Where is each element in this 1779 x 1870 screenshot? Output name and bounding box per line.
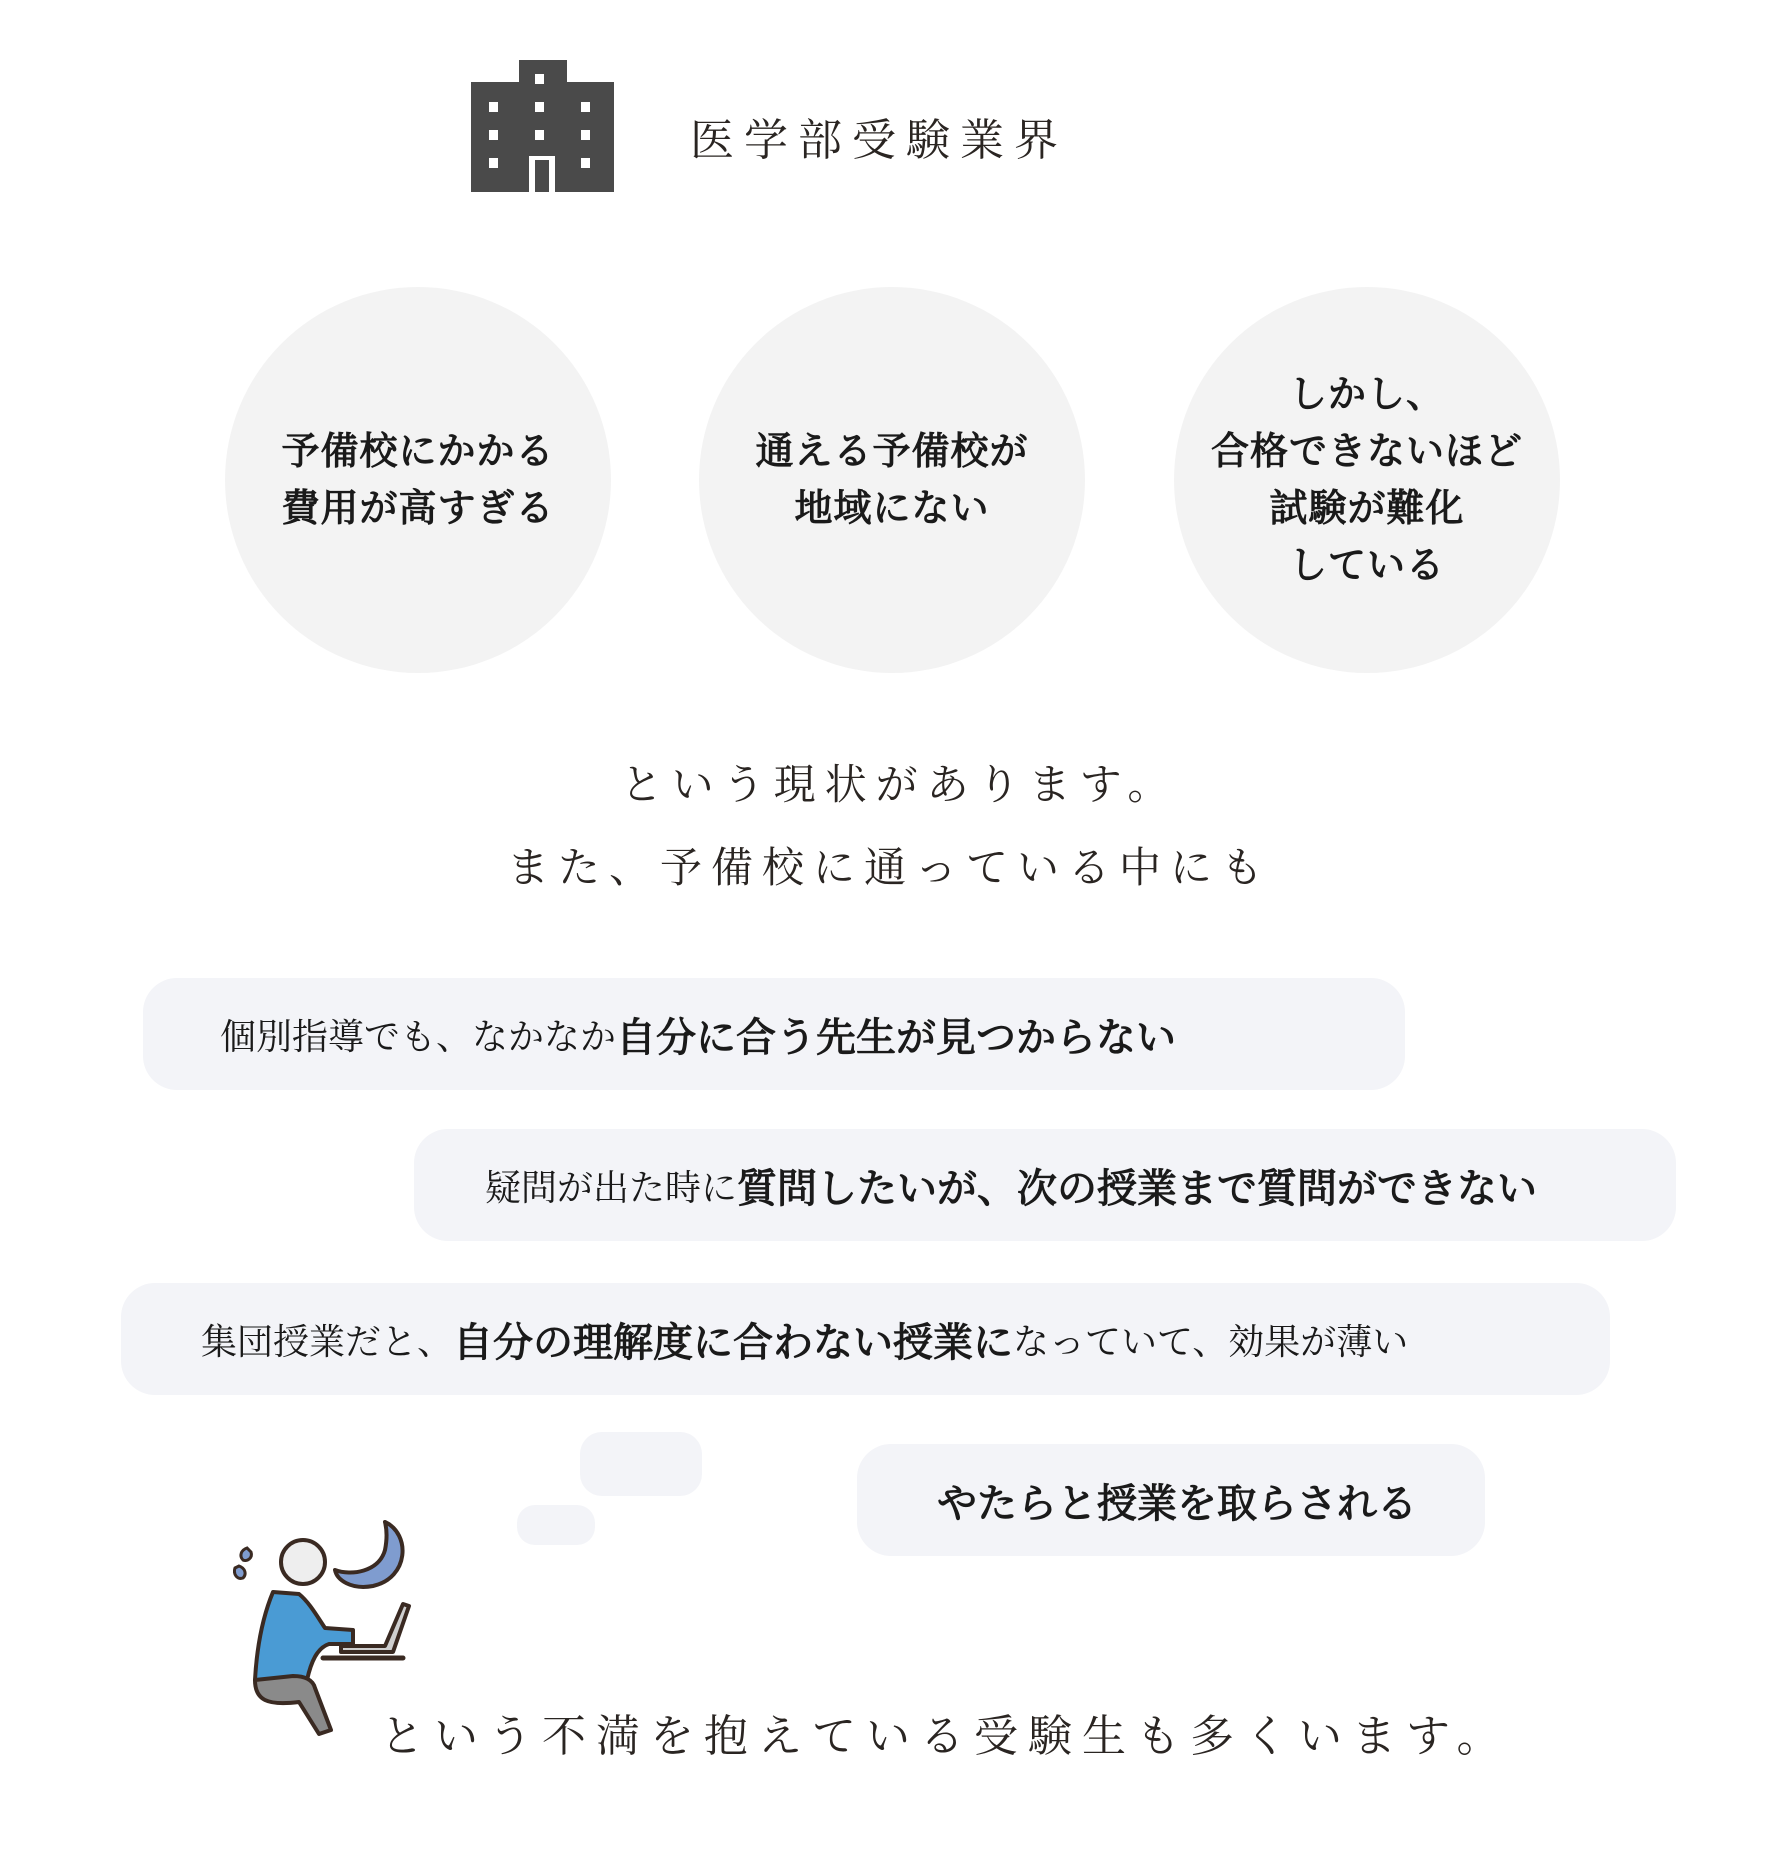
complaint-bold-text: 自分の理解度に合わない授業に [453, 1319, 1014, 1366]
transition-statement: また、予備校に通っている中にも [506, 843, 1272, 892]
complaint-bubble-group-class [121, 1283, 1610, 1395]
thought-bubble-dot [580, 1432, 702, 1496]
status-statement: という現状があります。 [620, 760, 1179, 809]
complaint-bubble-questions [414, 1129, 1676, 1241]
page-title: 医学部受験業界 [690, 115, 1068, 166]
problem-circle-text: 予備校にかかる 費用が高すぎる [281, 429, 555, 530]
conclusion-statement: という不満を抱えている受験生も多くいます。 [380, 1711, 1511, 1762]
complaint-normal-text: 個別指導でも、なかなか [220, 1016, 617, 1058]
complaint-normal-text: 集団授業だと、 [201, 1321, 454, 1363]
complaint-normal-text: 疑問が出た時に [485, 1167, 738, 1209]
problem-circle-region [699, 287, 1085, 673]
problem-circle-text: しかし、 合格できないほど 試験が難化 している [1210, 372, 1523, 587]
problem-circle-text: 通える予備校が 地域にない [755, 429, 1029, 530]
problem-circle-cost [225, 287, 611, 673]
complaint-bold-text: 自分に合う先生が見つからない [616, 1014, 1177, 1061]
complaint-bubble-teacher [143, 978, 1405, 1090]
building-icon [471, 60, 614, 192]
complaint-bold-text: 質問したいが、次の授業まで質問ができない [737, 1165, 1538, 1212]
complaint-normal-text: なっていて、効果が薄い [1013, 1321, 1409, 1363]
problem-circle-difficulty [1174, 287, 1560, 673]
complaint-bubble-forced-classes [857, 1444, 1485, 1556]
complaint-bold-text: やたらと授業を取らされる [937, 1480, 1417, 1527]
thought-bubble-dot [517, 1505, 595, 1545]
